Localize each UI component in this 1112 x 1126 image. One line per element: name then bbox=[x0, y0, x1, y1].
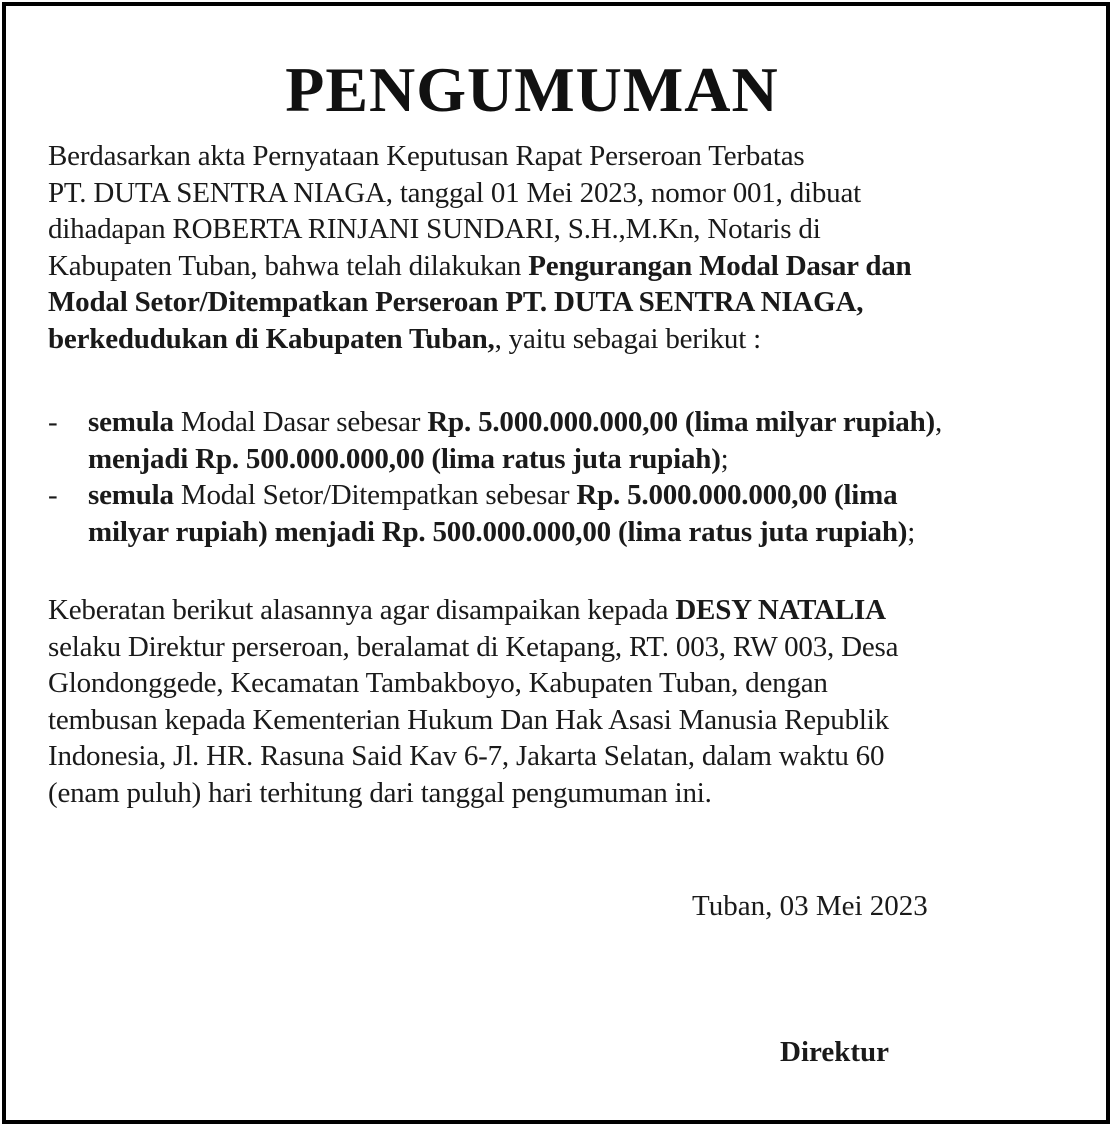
text-bold: semula bbox=[88, 479, 174, 511]
list-item-continuation bbox=[48, 441, 942, 478]
announcement-border bbox=[2, 2, 1110, 1124]
text-normal: Kabupaten Tuban, bahwa telah dilakukan bbox=[48, 249, 529, 282]
text-normal: , bbox=[934, 406, 943, 438]
paragraph-line: dihadapan ROBERTA RINJANI SUNDARI, S.H.,M.Kn, Notaris di bbox=[48, 213, 821, 245]
paragraph-deed bbox=[48, 138, 911, 357]
text-normal: , yaitu sebagai berikut : bbox=[494, 322, 761, 355]
paragraph-line: (enam puluh) hari terhitung dari tanggal pengumuman ini. bbox=[48, 776, 712, 809]
paragraph-line bbox=[48, 248, 911, 285]
paragraph-line: tembusan kepada Kementerian Hukum Dan Hak Asasi Manusia Republik bbox=[48, 703, 889, 736]
paragraph-line bbox=[48, 321, 911, 358]
text-normal: Modal Dasar sebesar bbox=[173, 406, 428, 438]
paragraph-line: PT. DUTA SENTRA NIAGA, tanggal 01 Mei 2023, nomor 001, dibuat bbox=[48, 176, 861, 209]
place-date: Tuban, 03 Mei 2023 bbox=[692, 890, 928, 922]
list-item-continuation bbox=[48, 514, 942, 551]
text-bold: Pengurangan Modal Dasar dan bbox=[528, 249, 912, 282]
text-bold: semula bbox=[88, 406, 174, 438]
paragraph-line bbox=[48, 592, 898, 629]
text-bold: DESY NATALIA bbox=[675, 594, 886, 626]
text-bold: berkedudukan di Kabupaten Tuban, bbox=[48, 322, 495, 355]
text-bold: menjadi Rp. 500.000.000,00 (lima ratus juta rupiah) bbox=[88, 442, 721, 475]
announcement-title: PENGUMUMAN bbox=[285, 54, 779, 125]
text-normal: ; bbox=[907, 515, 916, 548]
signature-title: Direktur bbox=[780, 1036, 890, 1068]
paragraph-line: Modal Setor/Ditempatkan Perseroan PT. DUTA SENTRA NIAGA, bbox=[48, 286, 864, 318]
text-normal: Modal Setor/Ditempatkan sebesar bbox=[173, 479, 577, 511]
paragraph-line: Berdasarkan akta Pernyataan Keputusan Rapat Perseroan Terbatas bbox=[48, 140, 805, 172]
announcement-document bbox=[6, 6, 1106, 1120]
paragraph-line: selaku Direktur perseroan, beralamat di Ketapang, RT. 003, RW 003, Desa bbox=[48, 630, 899, 663]
text-bold: Rp. 5.000.000.000,00 (lima bbox=[576, 479, 898, 511]
list-item bbox=[48, 477, 942, 514]
paragraph-line: Indonesia, Jl. HR. Rasuna Said Kav 6-7, Jakarta Selatan, dalam waktu 60 bbox=[48, 740, 885, 772]
text-normal: Keberatan berikut alasannya agar disampaikan kepada bbox=[48, 594, 676, 626]
capital-change-list bbox=[48, 404, 942, 550]
list-item bbox=[48, 404, 942, 441]
list-dash: - bbox=[48, 406, 58, 438]
list-dash: - bbox=[48, 479, 58, 511]
text-bold: Rp. 5.000.000.000,00 (lima milyar rupiah) bbox=[427, 406, 935, 438]
paragraph-objection bbox=[48, 592, 898, 811]
paragraph-line: Glondonggede, Kecamatan Tambakboyo, Kabupaten Tuban, dengan bbox=[48, 667, 828, 699]
text-bold: milyar rupiah) menjadi Rp. 500.000.000,00 (lima ratus juta rupiah) bbox=[88, 515, 908, 548]
text-normal: ; bbox=[720, 442, 729, 475]
